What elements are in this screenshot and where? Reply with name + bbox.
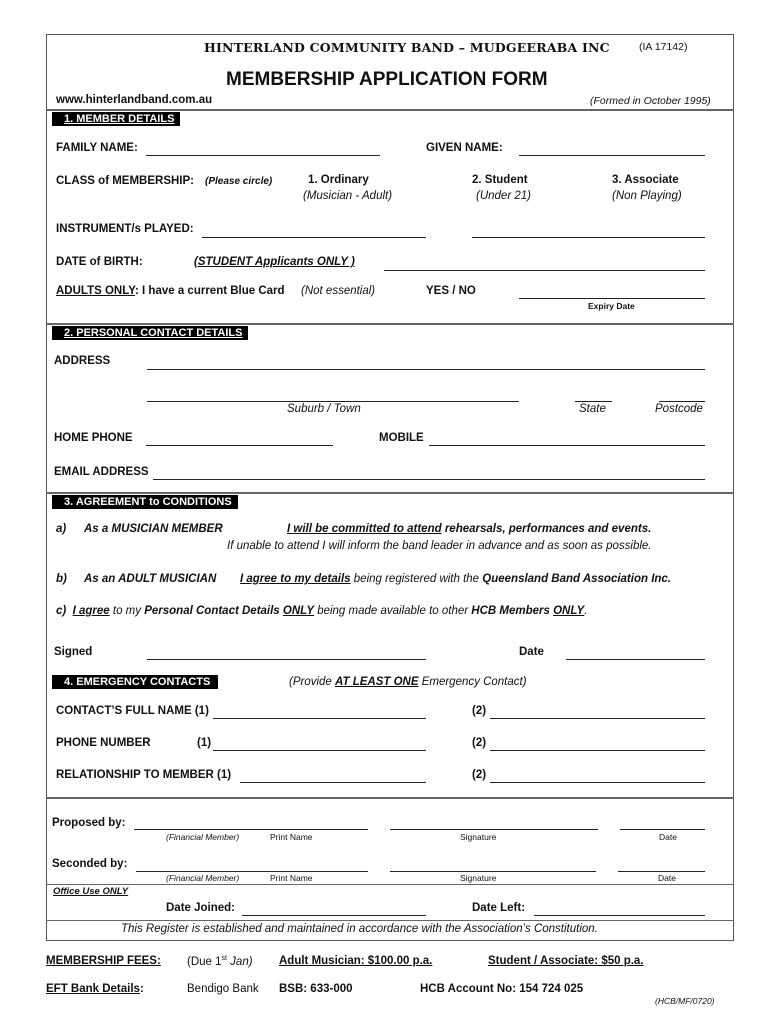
agreement-b-who: As an ADULT MUSICIAN [84,573,217,585]
yes-no-option[interactable]: YES / NO [426,285,476,297]
given-name-field[interactable] [519,141,705,156]
website: www.hinterlandband.com.au [56,94,213,106]
section-2-divider [46,323,734,325]
agreement-b-label: b) [56,573,67,585]
formed-note: (Formed in October 1995) [590,95,711,107]
relationship-2-field[interactable] [490,768,705,783]
state-caption: State [579,403,606,415]
mobile-label: MOBILE [379,432,424,444]
membership-fees-label: MEMBERSHIP FEES: [46,955,161,967]
proposed-signature-caption: Signature [460,832,497,842]
form-frame [46,34,734,941]
register-divider [46,920,734,921]
seconded-by-date-field[interactable] [618,857,705,872]
register-note: This Register is established and maintained in accordance with the Association’s Constitution. [121,923,598,935]
section-2-tag: 2. PERSONAL CONTACT DETAILS [52,326,248,340]
seconded-by-signature-field[interactable] [390,857,596,872]
office-use-divider [46,884,734,885]
section-3-tag: 3. AGREEMENT to CONDITIONS [52,495,238,509]
org-name: HINTERLAND COMMUNITY BAND – MUDGEERABA INC [204,40,610,55]
suburb-field[interactable] [147,387,519,402]
contact-name-2-field[interactable] [490,704,705,719]
student-fee: Student / Associate: $50 p.a. [488,955,644,967]
ia-number: (IA 17142) [639,41,688,53]
date-left-label: Date Left: [472,902,526,914]
bsb-number: BSB: 633-000 [279,983,353,995]
email-label: EMAIL ADDRESS [54,466,149,478]
agreement-a-who: As a MUSICIAN MEMBER [84,523,223,535]
phone-number-1-label: (1) [197,737,212,749]
seconded-by-label: Seconded by: [52,858,128,870]
adult-fee: Adult Musician: $100.00 p.a. [279,955,433,967]
date-joined-field[interactable] [242,901,426,916]
signature-field[interactable] [147,645,426,660]
expiry-date-field[interactable] [519,284,705,299]
seconded-date-caption: Date [658,873,676,883]
adults-only-label: ADULTS ONLY: I have a current Blue Card [56,285,285,297]
agreement-date-label: Date [519,646,544,658]
bank-name: Bendigo Bank [187,983,259,995]
proposed-by-date-field[interactable] [620,815,705,830]
email-field[interactable] [153,465,705,480]
phone-number-label: PHONE NUMBER [56,737,151,749]
office-divider [46,797,734,799]
expiry-date-caption: Expiry Date [588,301,635,311]
section-1-tag: 1. MEMBER DETAILS [52,112,180,126]
home-phone-label: HOME PHONE [54,432,133,444]
mobile-field[interactable] [429,431,705,446]
dob-field[interactable] [384,256,705,271]
seconded-financial-caption: (Financial Member) [166,873,240,883]
instrument-label: INSTRUMENT/s PLAYED: [56,223,194,235]
proposed-by-label: Proposed by: [52,817,126,829]
fees-due-note: (Due 1st Jan) [187,955,253,968]
form-code: (HCB/MF/0720) [655,996,715,1006]
office-use-label: Office Use ONLY [53,886,129,897]
eft-label: EFT Bank Details: [46,983,144,995]
signed-label: Signed [54,646,93,658]
agreement-date-field[interactable] [566,645,705,660]
address-field[interactable] [147,355,705,370]
class-option-ordinary-sub: (Musician - Adult) [303,190,393,202]
dob-label: DATE of BIRTH: [56,256,143,268]
relationship-label: RELATIONSHIP TO MEMBER (1) [56,769,232,781]
emergency-provide-note: (Provide AT LEAST ONE Emergency Contact) [289,676,527,688]
postcode-field[interactable] [659,387,705,402]
agreement-c-text: c) I agree to my Personal Contact Details ONLY being made available to other HCB Members ONLY. [56,605,588,617]
seconded-print-name-caption: Print Name [270,873,313,883]
date-joined-label: Date Joined: [166,902,236,914]
phone-number-2-label: (2) [472,737,487,749]
contact-name-label: CONTACT’S FULL NAME (1) [56,705,209,717]
postcode-caption: Postcode [655,403,703,415]
phone-number-1-field[interactable] [213,736,426,751]
section-4-tag: 4. EMERGENCY CONTACTS [52,675,218,689]
suburb-caption: Suburb / Town [287,403,361,415]
not-essential-note: (Not essential) [301,285,376,297]
contact-name-1-field[interactable] [213,704,426,719]
address-label: ADDRESS [54,355,111,367]
seconded-signature-caption: Signature [460,873,497,883]
proposed-by-signature-field[interactable] [390,815,598,830]
home-phone-field[interactable] [146,431,333,446]
agreement-a-text: I will be committed to attend rehearsals, performances and events. [287,523,652,535]
instrument-field-1[interactable] [202,223,426,238]
section-3-divider [46,492,734,494]
class-option-associate-sub: (Non Playing) [612,190,682,202]
class-option-student-sub: (Under 21) [476,190,531,202]
contact-name-2-label: (2) [472,705,487,717]
proposed-print-name-caption: Print Name [270,832,313,842]
agreement-b-text: I agree to my details being registered with the Queensland Band Association Inc. [240,573,672,585]
seconded-by-name-field[interactable] [136,857,368,872]
family-name-field[interactable] [146,141,380,156]
class-membership-label: CLASS of MEMBERSHIP: [56,175,194,187]
date-left-field[interactable] [534,901,705,916]
proposed-financial-caption: (Financial Member) [166,832,240,842]
class-option-student[interactable]: 2. Student [472,174,528,186]
section-1-divider [46,109,734,111]
agreement-a-label: a) [56,523,67,535]
instrument-field-2[interactable] [472,223,705,238]
agreement-a-line2: If unable to attend I will inform the band leader in advance and as soon as possible. [227,540,652,552]
class-option-associate[interactable]: 3. Associate [612,174,679,186]
proposed-by-name-field[interactable] [134,815,368,830]
phone-number-2-field[interactable] [490,736,705,751]
family-name-label: FAMILY NAME: [56,142,138,154]
state-field[interactable] [575,387,612,402]
please-circle-note: (Please circle) [205,176,273,187]
given-name-label: GIVEN NAME: [426,142,503,154]
class-option-ordinary[interactable]: 1. Ordinary [308,174,369,186]
relationship-1-field[interactable] [240,768,426,783]
proposed-date-caption: Date [659,832,677,842]
account-number: HCB Account No: 154 724 025 [420,983,584,995]
relationship-2-label: (2) [472,769,487,781]
form-title: MEMBERSHIP APPLICATION FORM [226,69,548,90]
dob-note: (STUDENT Applicants ONLY ) [194,256,355,268]
